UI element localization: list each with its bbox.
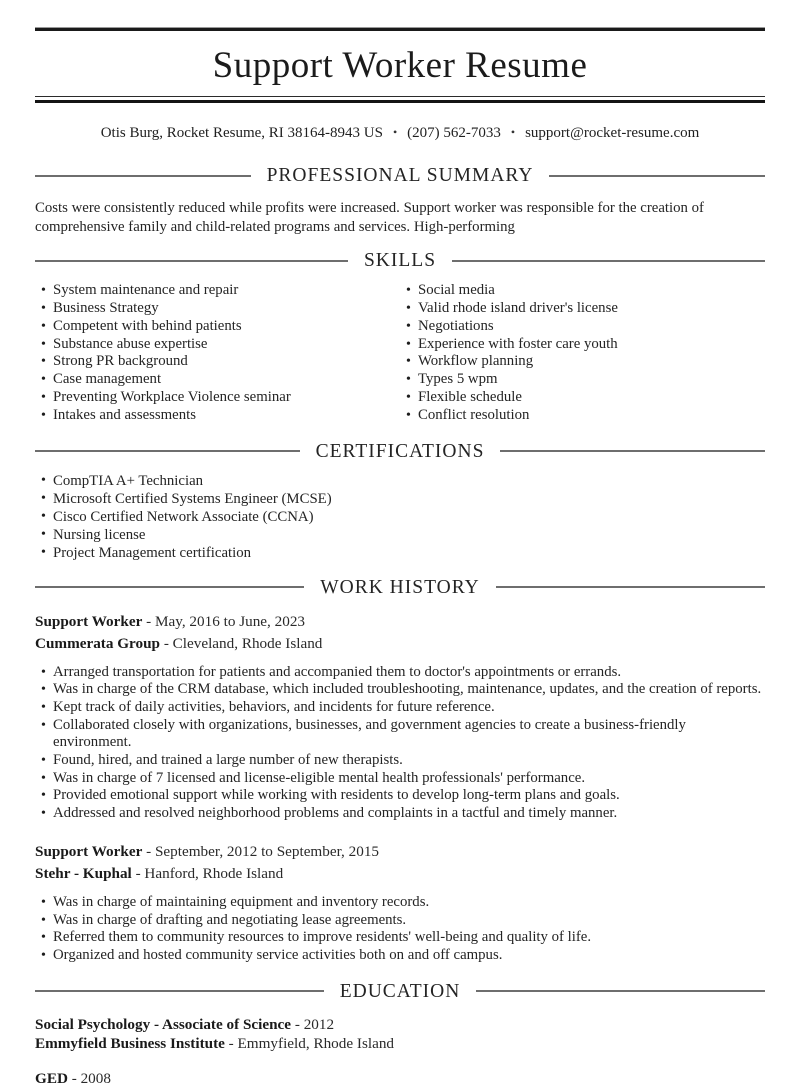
job-bullet: • Arranged transportation for patients and accompanied them to doctor's appointments or errands. (53, 664, 765, 682)
job-title-line (35, 611, 765, 633)
certification-item: • CompTIA A+ Technician (53, 472, 765, 490)
job-dates: - September, 2012 to September, 2015 (142, 842, 380, 860)
contact-separator: • (392, 125, 398, 139)
section-heading-education (35, 981, 765, 1002)
skill-item: • Flexible schedule (418, 389, 765, 407)
section-heading-certifications (35, 441, 765, 462)
skill-item: • Intakes and assessments (53, 407, 400, 425)
section-heading-work-history (35, 577, 765, 598)
certification-item: • Microsoft Certified Systems Engineer (MCSE) (53, 490, 765, 508)
job-bullet: • Was in charge of 7 licensed and license-eligible mental health professionals' performance. (53, 770, 765, 788)
job-bullets (35, 664, 765, 823)
section-title-work-history: WORK HISTORY (320, 576, 480, 598)
job-company: Stehr - Kuphal (35, 864, 132, 882)
skill-item: • Experience with foster care youth (418, 336, 765, 354)
skill-item: • System maintenance and repair (53, 282, 400, 300)
job-company-line (35, 863, 765, 885)
heading-rule-left (35, 586, 304, 588)
skills-columns (35, 282, 765, 424)
job-location: - Cleveland, Rhode Island (160, 634, 323, 652)
job-title: Support Worker (35, 612, 143, 630)
skill-item: • Social media (418, 282, 765, 300)
heading-rule-right (496, 586, 765, 588)
section-title-skills: SKILLS (363, 250, 437, 272)
section-heading-professional-summary (35, 165, 765, 186)
job-bullet: • Organized and hosted community service activities both on and off campus. (53, 947, 765, 965)
certification-item: • Nursing license (53, 526, 765, 544)
title-bottom-double-rule (35, 96, 765, 103)
top-double-rule (35, 27, 765, 31)
heading-rule-left (35, 990, 324, 992)
heading-rule-right (500, 450, 765, 452)
skill-item: • Workflow planning (418, 353, 765, 371)
resume-page (0, 27, 800, 1087)
job-bullet: • Addressed and resolved neighborhood problems and complaints in a tactful and timely manner. (53, 805, 765, 823)
heading-rule-left (35, 450, 300, 452)
section-heading-skills (35, 250, 765, 271)
skill-item: • Strong PR background (53, 353, 400, 371)
education-location: - Emmyfield, Rhode Island (224, 1035, 395, 1053)
education-year: - 2012 (291, 1015, 335, 1033)
job-company-line (35, 633, 765, 655)
skill-item: • Substance abuse expertise (53, 336, 400, 354)
page-title: Support Worker Resume (212, 45, 588, 86)
job-bullet: • Provided emotional support while working with residents to develop long-term plans and goals. (53, 787, 765, 805)
job-bullet: • Was in charge of the CRM database, which included troubleshooting, maintenance, updates, and the creation of reports. (53, 681, 765, 699)
job-bullet: • Was in charge of maintaining equipment and inventory records. (53, 894, 765, 912)
contact-address: Otis Burg, Rocket Resume, RI 38164-8943 US (100, 125, 383, 141)
job-bullet: • Was in charge of drafting and negotiating lease agreements. (53, 912, 765, 930)
contact-separator: • (510, 125, 516, 139)
education-degree-line (35, 1015, 765, 1035)
heading-rule-right (476, 990, 765, 992)
skill-item: • Business Strategy (53, 300, 400, 318)
education-school-line (35, 1034, 765, 1054)
education-degree: GED (35, 1069, 68, 1087)
job-bullet: • Referred them to community resources to improve residents' well-being and quality of life. (53, 929, 765, 947)
skill-item: • Conflict resolution (418, 407, 765, 425)
skill-item: • Types 5 wpm (418, 371, 765, 389)
job-bullet: • Kept track of daily activities, behaviors, and incidents for future reference. (53, 699, 765, 717)
certifications-list (35, 472, 765, 562)
education-year: - 2008 (67, 1069, 111, 1087)
summary-text: Costs were consistently reduced while profits were increased. Support worker was responsible for the creation of comprehensive family and child-related programs and services. High-performing (35, 200, 704, 235)
education-entry-1 (35, 1015, 765, 1054)
skill-item: • Negotiations (418, 318, 765, 336)
job-entry-1 (35, 611, 765, 823)
job-title: Support Worker (35, 842, 143, 860)
section-title-education: EDUCATION (339, 980, 461, 1002)
skill-item: • Valid rhode island driver's license (418, 300, 765, 318)
education-entry-2 (35, 1069, 765, 1088)
job-company: Cummerata Group (35, 634, 161, 652)
job-entry-2 (35, 841, 765, 965)
heading-rule-left (35, 260, 348, 262)
job-dates: - May, 2016 to June, 2023 (142, 612, 306, 630)
job-bullet: • Found, hired, and trained a large number of new therapists. (53, 752, 765, 770)
contact-phone: (207) 562-7033 (407, 125, 501, 141)
contact-email: support@rocket-resume.com (525, 125, 700, 141)
heading-rule-left (35, 175, 251, 177)
heading-rule-right (549, 175, 765, 177)
skill-item: • Case management (53, 371, 400, 389)
section-title-professional-summary: PROFESSIONAL SUMMARY (266, 165, 534, 186)
job-bullets (35, 894, 765, 965)
education-degree-line (35, 1069, 765, 1088)
job-bullet: • Collaborated closely with organizations, businesses, and government agencies to create a business-friendly environment. (53, 717, 765, 752)
job-location: - Hanford, Rhode Island (131, 864, 284, 882)
skills-list-right (400, 282, 765, 424)
job-title-line (35, 841, 765, 863)
education-degree: Social Psychology - Associate of Science (35, 1015, 292, 1033)
heading-rule-right (452, 260, 765, 262)
certification-item: • Cisco Certified Network Associate (CCNA) (53, 508, 765, 526)
section-title-certifications: CERTIFICATIONS (315, 440, 485, 462)
skill-item: • Competent with behind patients (53, 318, 400, 336)
education-school: Emmyfield Business Institute (35, 1035, 225, 1053)
contact-line (35, 123, 765, 142)
skills-list-left (35, 282, 400, 424)
skill-item: • Preventing Workplace Violence seminar (53, 389, 400, 407)
certification-item: • Project Management certification (53, 544, 765, 562)
